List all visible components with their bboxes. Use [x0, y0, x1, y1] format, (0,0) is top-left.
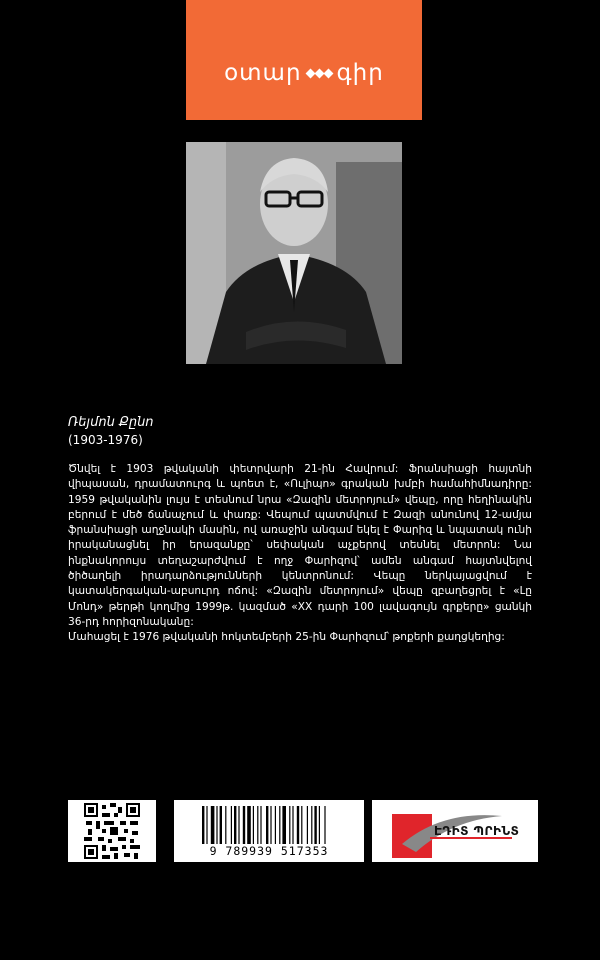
author-name: Ռեյմոն Քընո [68, 415, 154, 430]
series-dots-icon [306, 70, 333, 77]
bio-paragraph: Ծնվել է 1903 թվականի փետրվարի 21-ին Հավրում: Ֆրանսիացի հայտնի վիպասան, դրամատուրգ և պոետ է, «Ուլիպո» գրական խմբի համահիմնադիրը: 1959 թվականին լույս է տեսնում նրա «Զազին մետրոյում» վեպը, որը հեղինակին բերում է մեծ ճանաչում և փառք: Վեպում պատմվում է Զազի անունով 12-ամյա ֆրանսիացի աղջնակի մասին, ով առաջին անգամ եկել է Փարիզ և նպատակ ունի իրականացնել իր երազանքը՝ սեփական աչքերով տեսնել մետրոն: Նա ինքնակորույս տեղաշարժվում է ողջ Փարիզով՝ ամեն անգամ հայտնվելով ծիծաղելի իրադարձությունների կենտրոնում: Վեպը ներկայացվում է կատակերգական-աբսուրդ ոճով: «Զազին մետրոյում» վեպը զբաղեցրել է «Լը Մոնդ» թերթի կողմից 1999թ. կազմած «XX դարի 100 լավագույն գրքերը» ցանկի 36-րդ հորիզոնականը: [68, 463, 532, 628]
bio-paragraph: Մահացել է 1976 թվականի հոկտեմբերի 25-ին Փարիզում՝ թոքերի քաղցկեղից: [68, 631, 505, 644]
author-dates: (1903-1976) [68, 433, 143, 447]
series-name-left: օտար [224, 60, 302, 86]
author-portrait-illustration [186, 142, 402, 364]
author-biography [68, 462, 532, 646]
author-photo [186, 142, 402, 364]
qr-code-icon [68, 800, 156, 862]
series-banner [186, 0, 422, 120]
isbn-number: 9 789939 517353 [209, 844, 329, 858]
publisher-logo-text: ԷԴԻՏ ՊՐԻՆՏ [434, 824, 520, 838]
series-logo [224, 60, 384, 86]
isbn-barcode [174, 800, 364, 862]
series-name-right: գիր [336, 60, 384, 86]
publisher-logo [372, 800, 538, 862]
qr-code [68, 800, 156, 862]
